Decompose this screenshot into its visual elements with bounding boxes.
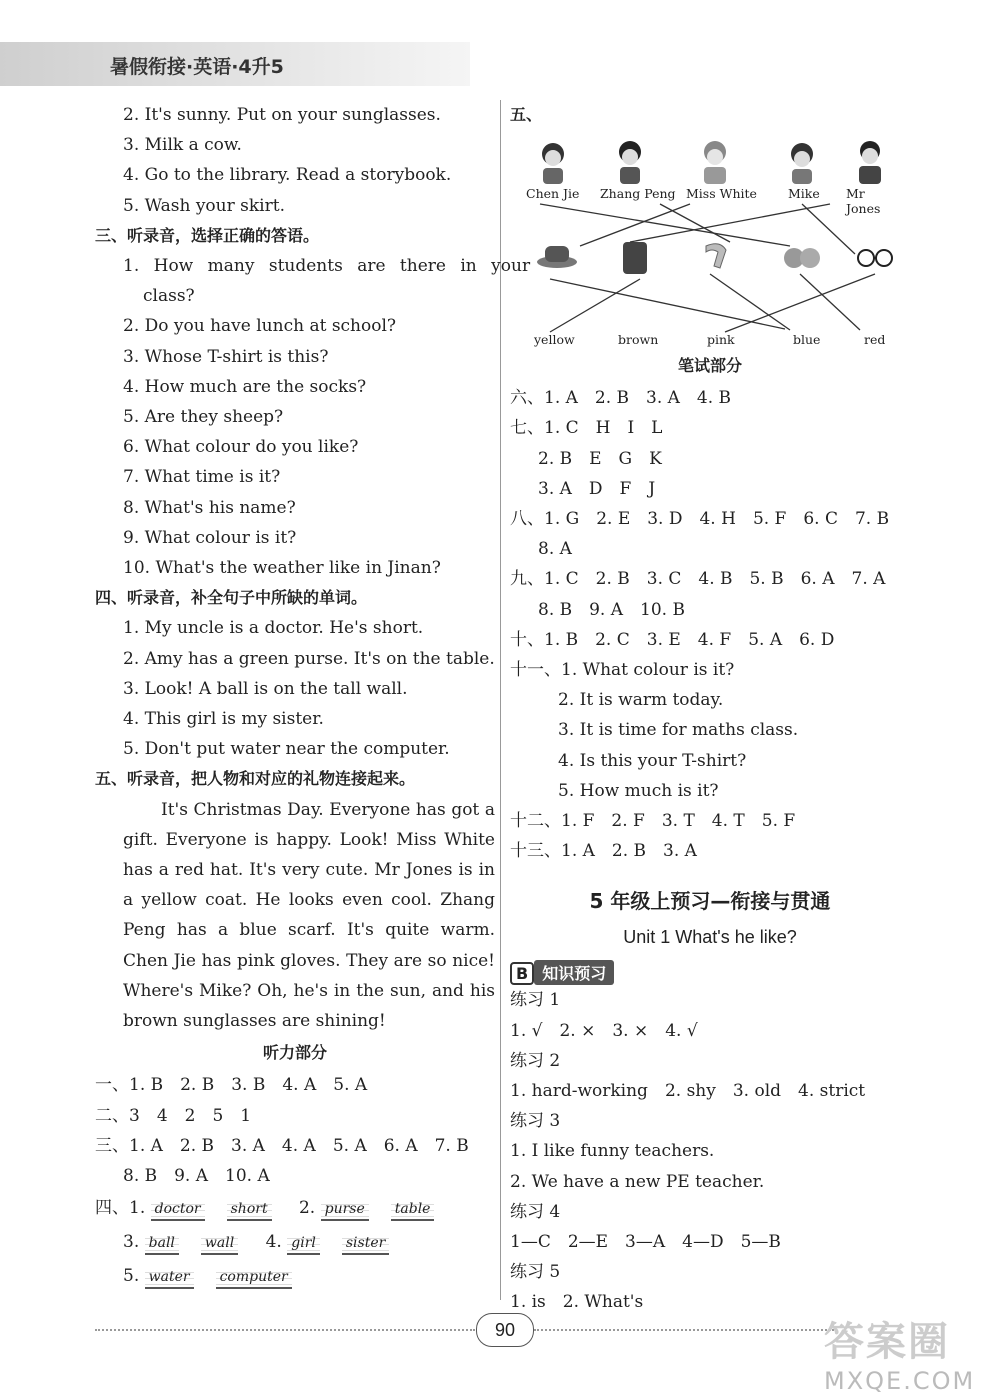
hw-word: table [391, 1199, 435, 1221]
hw-word: water [145, 1267, 194, 1289]
exercise-line: 1. √ 2. × 3. × 4. √ [510, 1020, 698, 1041]
hw-word: purse [321, 1199, 369, 1221]
answer-line: 一、1. B 2. B 3. B 4. A 5. A [95, 1075, 368, 1096]
page-number: 90 [476, 1313, 534, 1347]
answer-line: 二、3 4 2 5 1 [95, 1105, 252, 1126]
answer-line: 十三、1. A 2. B 3. A [510, 841, 697, 862]
exercise-line: 1. hard-working 2. shy 3. old 4. strict [510, 1081, 866, 1102]
answer-line: 5. How much is it? [558, 780, 719, 801]
exercise-line: 1—C 2—E 3—A 4—D 5—B [510, 1232, 781, 1253]
hw-number: 1. [129, 1198, 146, 1219]
handwriting-row [95, 1191, 495, 1225]
answer-line: 2. It is warm today. [558, 690, 724, 711]
list-item: 9. What colour is it? [123, 527, 297, 548]
watermark-bottom: MXQE.COM [824, 1367, 976, 1395]
answer-line: 六、1. A 2. B 3. A 4. B [510, 388, 732, 409]
watermark [824, 1310, 994, 1395]
written-title: 笔试部分 [677, 356, 742, 376]
person-label: Miss White [686, 186, 757, 202]
section-title-4: 四、听录音，补全句子中所缺的单词。 [95, 588, 368, 608]
section-title-3: 三、听录音，选择正确的答语。 [95, 225, 320, 245]
badge-text: 知识预习 [534, 960, 614, 985]
exercise-line: 练习 1 [510, 990, 561, 1011]
person-zhang-peng-icon [619, 141, 641, 184]
badge-letter: B [510, 962, 534, 985]
list-item: 3. Look! A ball is on the tall wall. [123, 678, 408, 699]
sunglasses-icon [858, 250, 892, 266]
gloves-icon [784, 248, 820, 268]
hw-section-label: 四、 [95, 1198, 129, 1219]
header-title: 暑假衔接·英语·4升5 [110, 56, 284, 78]
answer-line: 三、1. A 2. B 3. A 4. A 5. A 6. A 7. B [95, 1135, 469, 1156]
hw-number: 3. [123, 1232, 140, 1253]
color-label: blue [793, 332, 821, 348]
list-item: class? [143, 286, 195, 307]
answer-line: 3. It is time for maths class. [558, 720, 799, 741]
list-item: 10. What's the weather like in Jinan? [123, 558, 441, 579]
scarf-icon [706, 244, 726, 268]
footer-dotted-line [534, 1329, 834, 1331]
section-title-5: 五、听录音，把人物和对应的礼物连接起来。 [95, 769, 416, 789]
right-column [510, 100, 910, 1318]
person-label: Mr Jones [846, 186, 881, 217]
answer-line: 十、1. B 2. C 3. E 4. F 5. A 6. D [510, 629, 835, 650]
list-item: 1. My uncle is a doctor. He's short. [123, 618, 424, 639]
hw-word: sister [342, 1233, 389, 1255]
hw-word: doctor [151, 1199, 205, 1221]
person-label: Chen Jie [526, 186, 580, 202]
answer-line: 4. Is this your T-shirt? [558, 750, 747, 771]
hw-word: ball [145, 1233, 179, 1255]
handwriting-row [95, 1225, 495, 1259]
hw-number: 4. [265, 1232, 282, 1253]
exercise-line: 2. We have a new PE teacher. [510, 1171, 765, 1192]
handwriting-row [95, 1259, 495, 1293]
person-mike-icon [791, 143, 813, 184]
list-item: 1. How many students are there in your [123, 256, 531, 277]
answer-line: 8. A [538, 539, 572, 560]
answer-line: 2. B E G K [538, 448, 662, 469]
person-mr-jones-icon [859, 141, 881, 184]
list-item: 5. Wash your skirt. [123, 195, 285, 216]
hat-icon [537, 246, 577, 268]
exercise-line: 1. I like funny teachers. [510, 1141, 715, 1162]
exercise-line: 1. is 2. What's [510, 1292, 644, 1313]
answer-line: 8. B 9. A 10. B [538, 599, 685, 620]
list-item: 8. What's his name? [123, 497, 296, 518]
list-item: 3. Whose T-shirt is this? [123, 346, 329, 367]
list-item: 2. Amy has a green purse. It's on the table. [123, 648, 495, 669]
list-item: 4. Go to the library. Read a storybook. [123, 165, 452, 186]
list-item: 3. Milk a cow. [123, 135, 242, 156]
answer-line: 十一、1. What colour is it? [510, 660, 735, 681]
exercise-line: 练习 4 [510, 1201, 561, 1222]
hw-word: wall [201, 1233, 238, 1255]
answer-line: 八、1. G 2. E 3. D 4. H 5. F 6. C 7. B [510, 509, 890, 530]
list-item: 5. Don't put water near the computer. [123, 739, 450, 760]
hw-word: girl [287, 1233, 320, 1255]
knowledge-preview-badge [510, 960, 614, 985]
list-item: 4. How much are the socks? [123, 376, 367, 397]
hw-word: short [227, 1199, 272, 1221]
exercise-line: 练习 2 [510, 1050, 561, 1071]
unit-title: Unit 1 What's he like? [623, 927, 797, 948]
color-label: brown [618, 332, 659, 348]
person-label: Mike [788, 186, 820, 202]
answer-line: 8. B 9. A 10. A [123, 1165, 270, 1186]
answer-line: 3. A D F J [538, 478, 656, 499]
hw-number: 2. [298, 1198, 316, 1219]
matching-figure [510, 134, 900, 349]
list-item: 5. Are they sheep? [123, 407, 284, 428]
color-label: pink [707, 332, 735, 348]
listening-title: 听力部分 [262, 1043, 327, 1063]
list-item: 2. Do you have lunch at school? [123, 316, 397, 337]
answer-line: 七、1. C H I L [510, 418, 663, 439]
list-item: 6. What colour do you like? [123, 437, 359, 458]
exercise-line: 练习 3 [510, 1111, 561, 1132]
hw-word: computer [216, 1267, 292, 1289]
grade-title: 5 年级上预习—衔接与贯通 [589, 889, 831, 914]
list-item: 2. It's sunny. Put on your sunglasses. [123, 105, 441, 125]
coat-icon [623, 242, 647, 274]
exercise-line: 练习 5 [510, 1262, 561, 1283]
color-label: yellow [534, 332, 575, 348]
matching-svg [510, 134, 900, 349]
figure-section-label: 五、 [510, 105, 543, 124]
person-chen-jie-icon [542, 143, 564, 184]
list-item: 4. This girl is my sister. [123, 709, 324, 730]
answer-line: 十二、1. F 2. F 3. T 4. T 5. F [510, 811, 796, 832]
color-label: red [864, 332, 886, 348]
person-miss-white-icon [704, 141, 726, 184]
list-item: 7. What time is it? [123, 467, 281, 488]
left-column [95, 100, 531, 1293]
footer-dotted-line [95, 1329, 475, 1331]
person-label: Zhang Peng [600, 186, 676, 202]
connection-lines [540, 204, 875, 332]
hw-number: 5. [123, 1266, 140, 1287]
watermark-top: 答案圈 [824, 1319, 950, 1365]
story-paragraph: It's Christmas Day. Everyone has got a gift. Everyone is happy. Look! Miss White has a red hat. It's very cute. Mr Jones is in a yellow coat. He looks even cool. Zhang Peng has a blue scarf. It's quite warm. Chen Jie has pink gloves. They are so nice! Where's Mike? Oh, he's in the sun, and his brown sunglasses are shining! [123, 799, 495, 1032]
answer-line: 九、1. C 2. B 3. C 4. B 5. B 6. A 7. A [510, 569, 886, 590]
